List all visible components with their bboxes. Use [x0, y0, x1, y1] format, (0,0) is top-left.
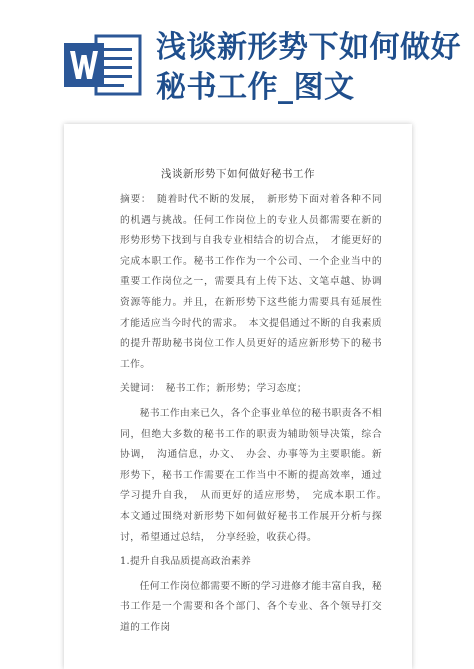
banner-title: 浅谈新形势下如何做好秘书工作_图文 — [156, 30, 461, 105]
document-body — [120, 190, 393, 638]
word-document-icon — [62, 30, 144, 100]
keywords-line: 关键词： 秘书工作；新形势；学习态度； — [120, 383, 307, 395]
banner — [0, 0, 474, 118]
intro-paragraph: 秘书工作由来已久，各个企事业单位的秘书职责各不相同，但绝大多数的秘书工作的职责为辅助领导决策，综合协调， 沟通信息，办文、 办会、办事等为主要职能。新形势下，秘书工作需要在工作当中不断的提高效率，通过学习提升自我， 从而更好的适应形势， 完成本职工作。 本文通过围绕对新形势下如何做好秘书工作展开分析与探讨，希望通过总结， 分享经验，收获心得。 — [120, 407, 393, 543]
section-heading: 1.提升自我品质提高政治素养 — [120, 556, 252, 568]
section-paragraph: 任何工作岗位都需要不断的学习进修才能丰富自我，秘书工作是一个需要和各个部门、各个专业、各个领导打交道的工作岗 — [120, 580, 382, 633]
document-page — [64, 124, 412, 669]
abstract-paragraph: 摘要： 随着时代不断的发展， 新形势下面对着各种不同的机遇与挑战。任何工作岗位上的专业人员都需要在新的形势形势下找到与自我专业相结合的切合点， 才能更好的完成本职工作。秘书工作作为一个公司、一个企业当中的重要工作岗位之一，需要具有上传下达、文笔卓越、协调资源等能力。并且，在新形势下这些能力需要具有延展性才能适应当今时代的需求。 本文提倡通过不断的自我素质的提升帮助秘书岗位工作人员更好的适应新形势下的秘书工作。 — [120, 194, 382, 370]
document-title: 浅谈新形势下如何做好秘书工作 — [161, 168, 315, 180]
